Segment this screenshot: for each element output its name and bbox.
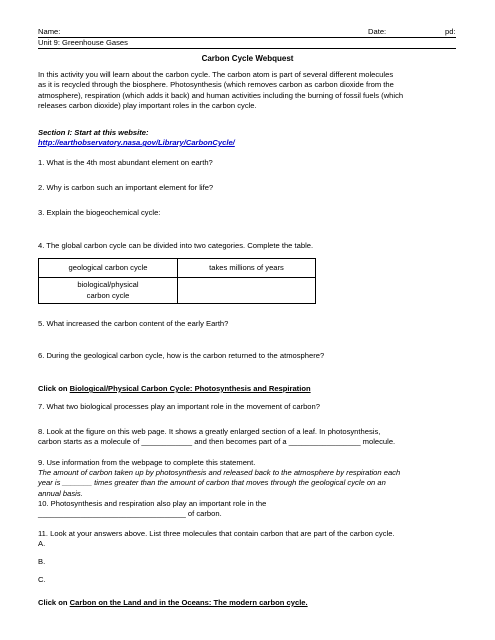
table-cell-text: carbon cycle xyxy=(86,290,130,300)
question-11: 11. Look at your answers above. List three molecules that contain carbon that are part of the carbon cycle. xyxy=(38,529,395,538)
intro-line: releases carbon dioxide) play important roles in the carbon cycle. xyxy=(38,100,257,110)
question-8 xyxy=(38,427,456,448)
click-instruction-2 xyxy=(38,598,456,608)
worksheet-header xyxy=(38,27,456,37)
date-label: Date: xyxy=(368,27,387,36)
question-1: 1. What is the 4th most abundant element on earth? xyxy=(38,158,213,167)
name-label: Name: xyxy=(38,27,61,36)
question-5: 5. What increased the carbon content of the early Earth? xyxy=(38,319,229,328)
question-6: 6. During the geological carbon cycle, how is the carbon returned to the atmosphere? xyxy=(38,351,325,360)
answer-a-label: A. xyxy=(38,539,46,548)
question-8-line: 8. Look at the figure on this web page. It shows a greatly enlarged section of a leaf. In photosynthesis, xyxy=(38,427,381,436)
question-7: 7. What two biological processes play an important role in the movement of carbon? xyxy=(38,402,320,411)
intro-line: atmosphere), respiration (which adds it back) and human activities including the burning of fossil fuels (which xyxy=(38,90,404,100)
website-link[interactable]: http://earthobservatory.nasa.gov/Library/CarbonCycle/ xyxy=(38,138,235,147)
carbon-cycle-table xyxy=(38,258,316,304)
unit-rule xyxy=(38,48,456,49)
table-cell-geological: geological carbon cycle xyxy=(39,259,178,278)
question-3: 3. Explain the biogeochemical cycle: xyxy=(38,208,161,217)
click-instruction-1 xyxy=(38,384,456,394)
photosynthesis-respiration-link[interactable]: Biological/Physical Carbon Cycle: Photosynthesis and Respiration xyxy=(69,384,311,393)
statement-line: year is _______ times greater than the amount of carbon that moves through the geological cycle on an xyxy=(38,478,386,488)
question-9: 9. Use information from the webpage to complete this statement. xyxy=(38,458,256,467)
intro-line: In this activity you will learn about the carbon cycle. The carbon atom is part of several different molecules xyxy=(38,70,394,79)
question-10-line: ___________________________________ of carbon. xyxy=(38,509,222,519)
table-cell-geological-time: takes millions of years xyxy=(178,259,316,278)
question-4: 4. The global carbon cycle can be divided into two categories. Complete the table. xyxy=(38,241,314,250)
question-10 xyxy=(38,499,456,520)
statement-line: The amount of carbon taken up by photosynthesis and released back to the atmosphere by respiration each xyxy=(38,468,401,477)
page-title: Carbon Cycle Webquest xyxy=(201,54,294,63)
click-prefix: Click on xyxy=(38,598,70,607)
period-label: pd: xyxy=(445,27,456,36)
answer-c-label: C. xyxy=(38,575,46,584)
question-8-line: carbon starts as a molecule of ____________ and then becomes part of a _________________ molecule. xyxy=(38,437,396,447)
table-cell-text: biological/physical xyxy=(77,280,139,290)
question-10-line: 10. Photosynthesis and respiration also play an important role in the xyxy=(38,499,267,508)
table-cell-biological xyxy=(39,278,178,304)
click-prefix: Click on xyxy=(38,384,70,393)
modern-carbon-cycle-link[interactable]: Carbon on the Land and in the Oceans: The modern carbon cycle. xyxy=(69,598,308,607)
question-9-statement xyxy=(38,468,456,499)
statement-line: annual basis. xyxy=(38,488,83,498)
question-2: 2. Why is carbon such an important element for life? xyxy=(38,183,214,192)
section-heading: Section I: Start at this website: xyxy=(38,128,149,137)
answer-b-label: B. xyxy=(38,557,46,566)
intro-paragraph xyxy=(38,70,456,111)
unit-label: Unit 9: Greenhouse Gases xyxy=(38,38,128,47)
table-cell-biological-answer[interactable] xyxy=(178,278,316,304)
intro-line: as it is recycled through the biosphere. Photosynthesis (which removes carbon as carbon dioxide from the xyxy=(38,80,394,90)
